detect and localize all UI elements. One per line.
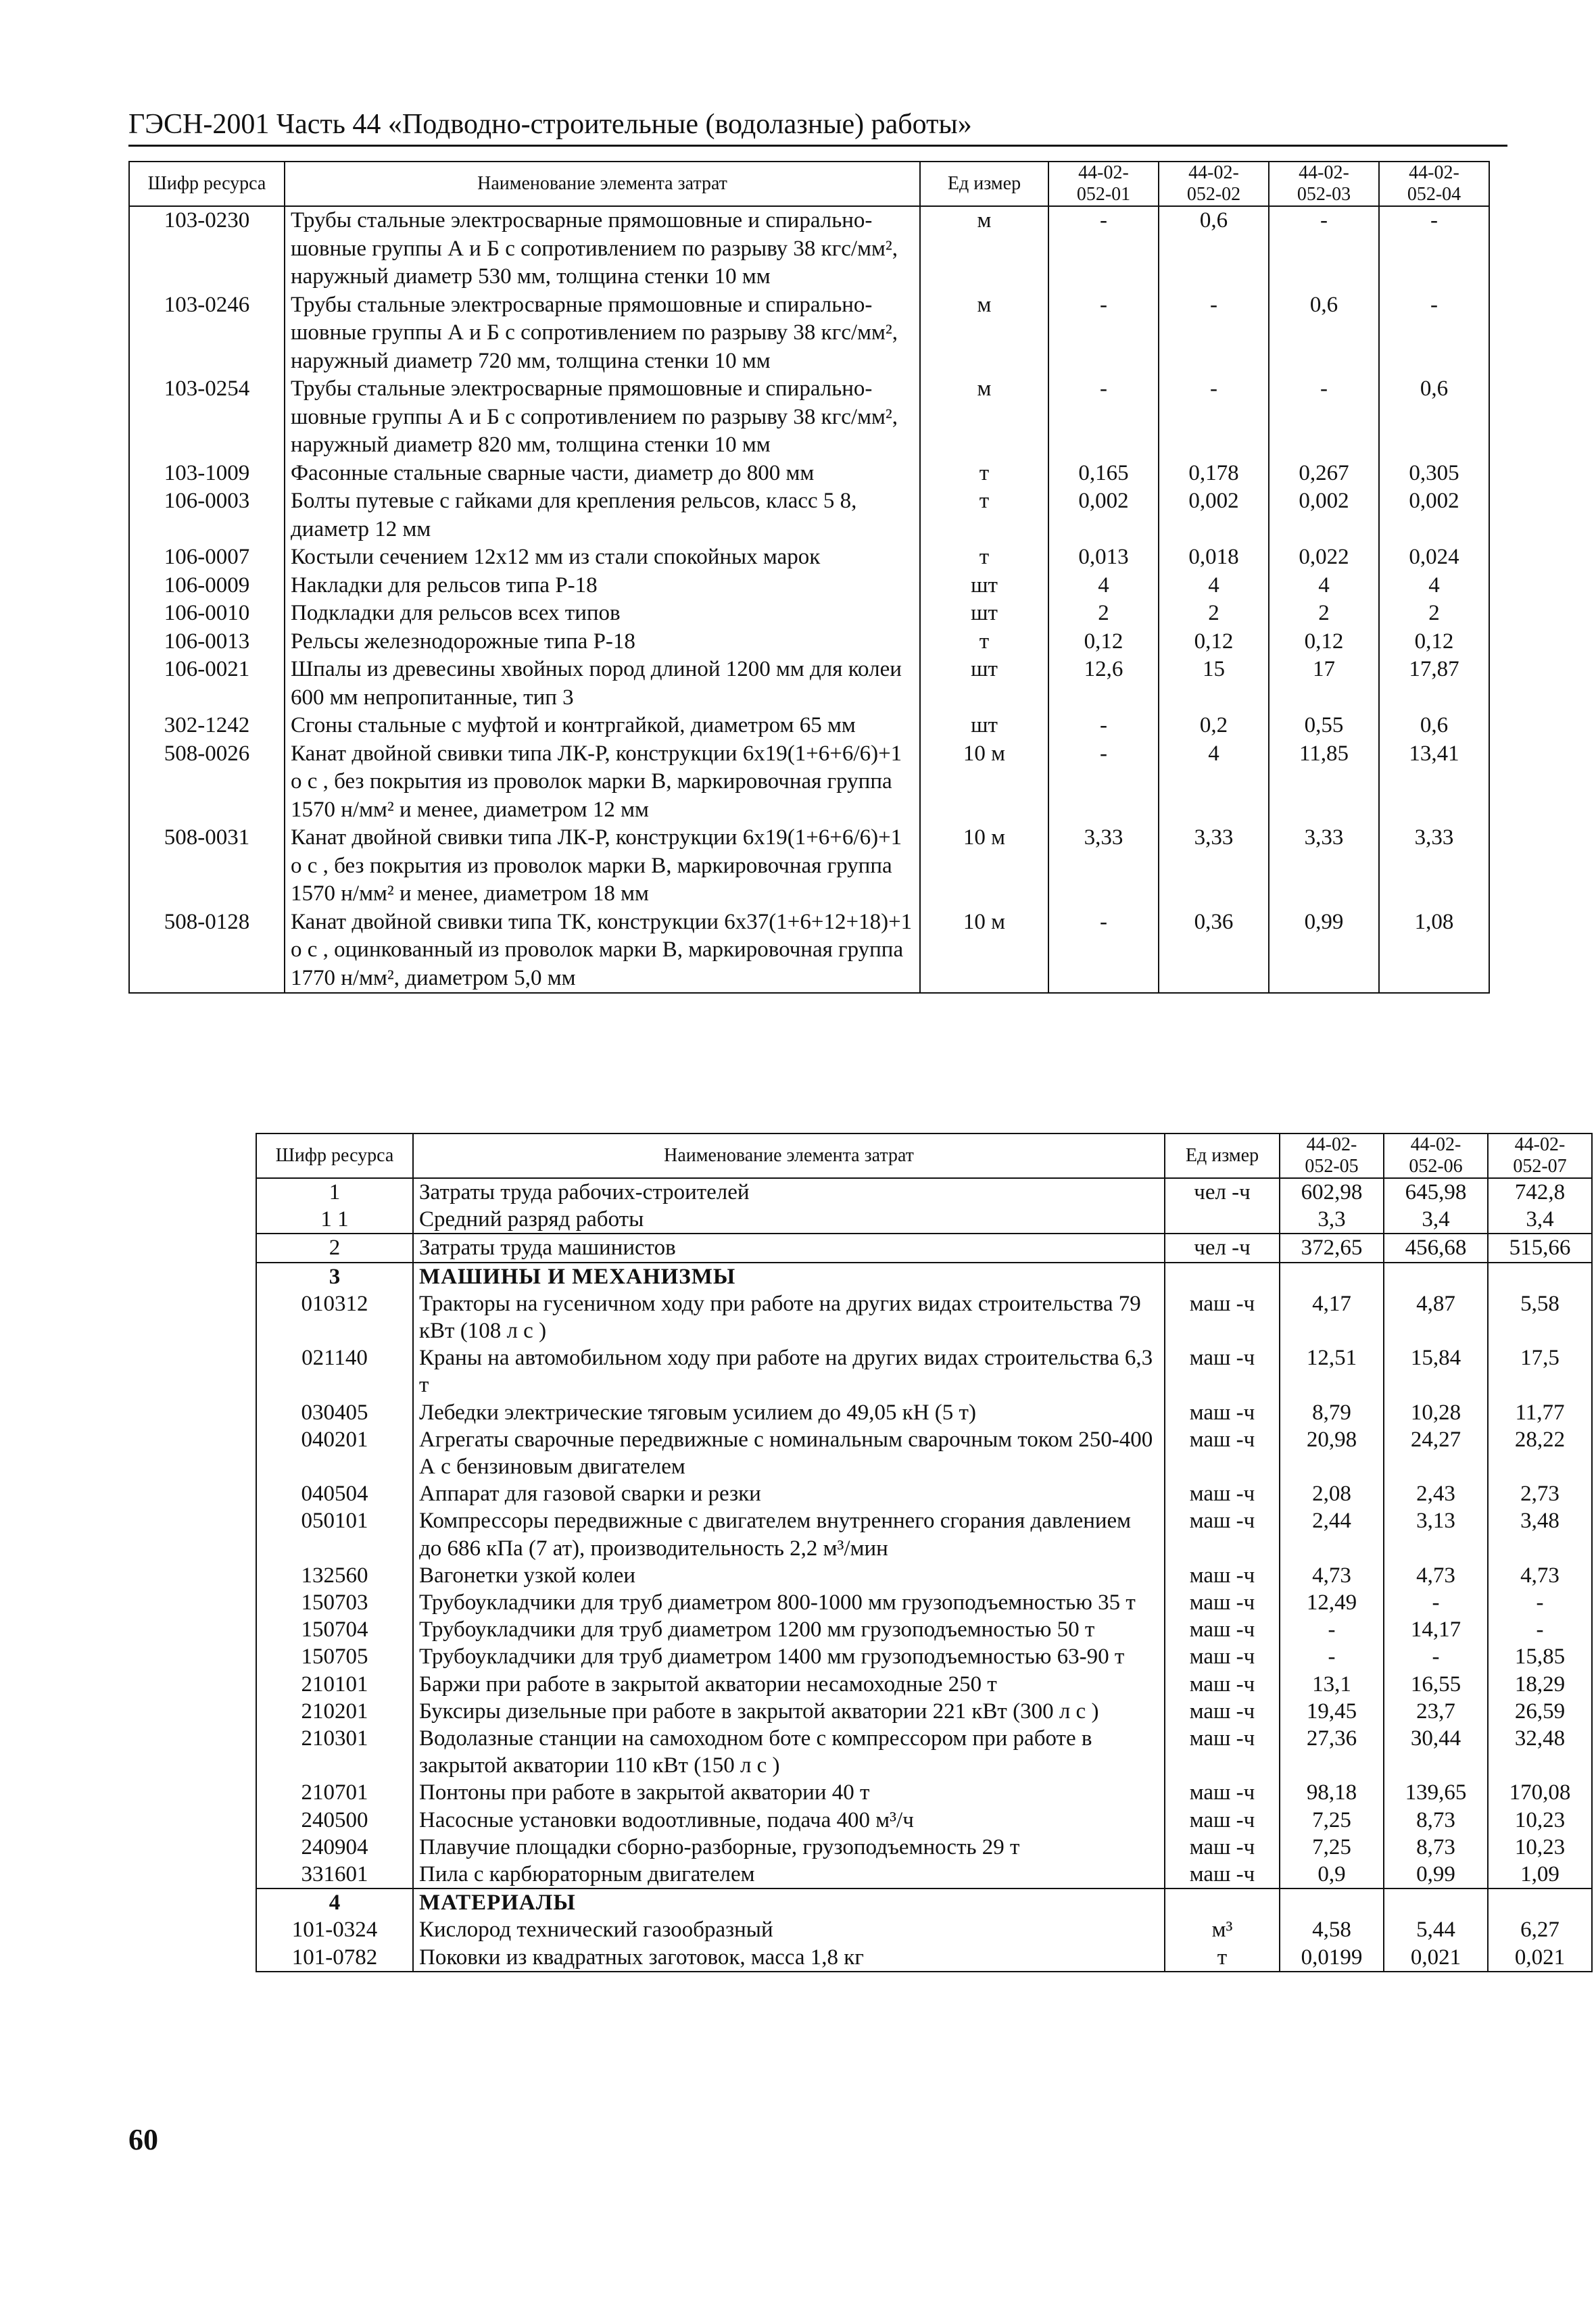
unit-cell: т [1165,1944,1280,1972]
value-cell: 1,09 [1488,1861,1592,1888]
value-cell: 12,49 [1280,1589,1384,1616]
value-cell: 17,87 [1379,656,1489,712]
unit-cell: м [920,375,1048,460]
resource-name-cell: Компрессоры передвижные с двигателем внутреннего сгорания давлением до 686 кПа (7 ат), производительность 2,2 м³/мин [413,1507,1165,1561]
table-row [256,1562,1592,1589]
value-cell: 0,178 [1159,460,1269,488]
value-cell: 0,99 [1384,1861,1488,1888]
unit-cell: чел -ч [1165,1234,1280,1262]
unit-cell: т [920,460,1048,488]
column-header: 44-02- 052-03 [1269,162,1379,206]
resource-code-cell: 150703 [256,1589,413,1616]
resource-code-cell: 103-0246 [129,291,285,376]
value-cell: 0,12 [1379,628,1489,656]
value-cell: 4 [1159,740,1269,825]
unit-cell: маш -ч [1165,1589,1280,1616]
resource-code-cell: 2 [256,1234,413,1262]
value-cell: 8,73 [1384,1834,1488,1861]
resource-code-cell: 106-0007 [129,543,285,572]
table-row [256,1643,1592,1670]
unit-cell: т [920,628,1048,656]
value-cell: 2,44 [1280,1507,1384,1561]
column-header: Ед измер [1165,1134,1280,1178]
value-cell: 27,36 [1280,1725,1384,1779]
resource-name-cell: Кислород технический газообразный [413,1916,1165,1943]
unit-cell: 10 м [920,908,1048,994]
value-cell: 8,79 [1280,1399,1384,1426]
value-cell: - [1280,1616,1384,1643]
unit-cell: чел -ч [1165,1178,1280,1206]
resource-name-cell: Трубоукладчики для труб диаметром 1400 мм грузоподъемностью 63-90 т [413,1643,1165,1670]
table-row [256,1725,1592,1779]
resources-table-2 [256,1133,1593,1972]
resource-name-cell: Затраты труда рабочих-строителей [413,1178,1165,1206]
value-cell: - [1048,206,1159,291]
column-header: 44-02- 052-06 [1384,1134,1488,1178]
resource-code-cell: 150704 [256,1616,413,1643]
value-cell: 515,66 [1488,1234,1592,1262]
value-cell: 12,51 [1280,1344,1384,1398]
table-row [129,712,1489,740]
resource-code-cell: 302-1242 [129,712,285,740]
value-cell: 13,1 [1280,1671,1384,1698]
value-cell: 170,08 [1488,1779,1592,1806]
unit-cell: т [920,543,1048,572]
table-row [256,1426,1592,1480]
table-row [129,600,1489,628]
unit-cell: маш -ч [1165,1861,1280,1888]
value-cell: 0,002 [1048,487,1159,543]
value-cell: - [1048,908,1159,994]
resource-code-cell: 4 [256,1888,413,1916]
unit-cell: т [920,487,1048,543]
value-cell: 10,28 [1384,1399,1488,1426]
column-header: 44-02- 052-01 [1048,162,1159,206]
unit-cell: маш -ч [1165,1290,1280,1344]
value-cell: 139,65 [1384,1779,1488,1806]
value-cell [1488,1888,1592,1916]
value-cell: 0,0199 [1280,1944,1384,1972]
resource-code-cell: 050101 [256,1507,413,1561]
resource-name-cell: Канат двойной свивки типа ТК, конструкции 6х37(1+6+12+18)+1 о с , оцинкованный из проволок марки В, маркировочная группа 1770 н/мм², диаметром 5,0 мм [285,908,920,994]
value-cell: 4,73 [1384,1562,1488,1589]
value-cell: 15 [1159,656,1269,712]
resource-name-cell: Тракторы на гусеничном ходу при работе на других видах строительства 79 кВт (108 л с ) [413,1290,1165,1344]
unit-cell: 10 м [920,824,1048,908]
value-cell: 0,002 [1269,487,1379,543]
value-cell: 3,13 [1384,1507,1488,1561]
table-row [256,1480,1592,1507]
value-cell: 2,43 [1384,1480,1488,1507]
value-cell: 23,7 [1384,1698,1488,1725]
table-row [256,1399,1592,1426]
value-cell: 2,08 [1280,1480,1384,1507]
resource-name-cell: Трубы стальные электросварные прямошовные и спирально-шовные группы А и Б с сопротивлением по разрыву 38 кгс/мм², наружный диаметр 530 мм, толщина стенки 10 мм [285,206,920,291]
table-row [129,543,1489,572]
value-cell: 3,33 [1159,824,1269,908]
value-cell: 4,58 [1280,1916,1384,1943]
resource-name-cell: Лебедки электрические тяговым усилием до 49,05 кН (5 т) [413,1399,1165,1426]
value-cell: 0,9 [1280,1861,1384,1888]
value-cell: 0,12 [1048,628,1159,656]
column-header: Наименование элемента затрат [413,1134,1165,1178]
table-row [256,1779,1592,1806]
resource-code-cell: 3 [256,1263,413,1290]
column-header: Шифр ресурса [256,1134,413,1178]
resource-code-cell: 103-1009 [129,460,285,488]
value-cell: 0,55 [1269,712,1379,740]
resource-name-cell: Понтоны при работе в закрытой акватории 40 т [413,1779,1165,1806]
resource-name-cell: Трубоукладчики для труб диаметром 800-1000 мм грузоподъемностью 35 т [413,1589,1165,1616]
resources-table-1 [128,161,1490,994]
resource-code-cell: 240500 [256,1807,413,1834]
value-cell: 3,48 [1488,1507,1592,1561]
resource-code-cell: 210201 [256,1698,413,1725]
value-cell: 4,73 [1488,1562,1592,1589]
value-cell: 30,44 [1384,1725,1488,1779]
unit-cell: маш -ч [1165,1480,1280,1507]
value-cell: 17 [1269,656,1379,712]
table-header-row [256,1134,1592,1178]
unit-cell: маш -ч [1165,1562,1280,1589]
value-cell: - [1269,375,1379,460]
unit-cell: маш -ч [1165,1616,1280,1643]
resource-name-cell: Плавучие площадки сборно-разборные, грузоподъемность 29 т [413,1834,1165,1861]
value-cell: 0,022 [1269,543,1379,572]
value-cell: 19,45 [1280,1698,1384,1725]
table-row [256,1507,1592,1561]
value-cell: 5,58 [1488,1290,1592,1344]
table-row [129,908,1489,994]
value-cell: 0,36 [1159,908,1269,994]
value-cell: 4 [1048,572,1159,600]
value-cell: 0,002 [1379,487,1489,543]
resource-code-cell: 508-0031 [129,824,285,908]
value-cell: - [1280,1643,1384,1670]
value-cell: 3,33 [1269,824,1379,908]
value-cell: 3,4 [1488,1206,1592,1234]
resource-name-cell: Водолазные станции на самоходном боте с компрессором при работе в закрытой акватории 110 кВт (150 л с ) [413,1725,1165,1779]
resource-name-cell: Пила с карбюраторным двигателем [413,1861,1165,1888]
table-row [129,656,1489,712]
page-number: 60 [128,2123,158,2156]
value-cell [1384,1888,1488,1916]
unit-cell: маш -ч [1165,1807,1280,1834]
value-cell: 20,98 [1280,1426,1384,1480]
resource-code-cell: 030405 [256,1399,413,1426]
resource-code-cell: 040201 [256,1426,413,1480]
resource-name-cell: Канат двойной свивки типа ЛК-Р, конструкции 6х19(1+6+6/6)+1 о с , без покрытия из проволок марки В, маркировочная группа 1570 н/мм² и менее, диаметром 18 мм [285,824,920,908]
table-row [129,628,1489,656]
value-cell: 2 [1048,600,1159,628]
resource-code-cell: 010312 [256,1290,413,1344]
table-row [256,1807,1592,1834]
column-header: 44-02- 052-07 [1488,1134,1592,1178]
value-cell: - [1159,375,1269,460]
value-cell: - [1048,291,1159,376]
value-cell: 2 [1159,600,1269,628]
value-cell: 4 [1269,572,1379,600]
value-cell: 6,27 [1488,1916,1592,1943]
resource-name-cell: Затраты труда машинистов [413,1234,1165,1262]
resource-code-cell: 1 [256,1178,413,1206]
resource-name-cell: Болты путевые с гайками для крепления рельсов, класс 5 8, диаметр 12 мм [285,487,920,543]
table-row [256,1234,1592,1262]
unit-cell: шт [920,600,1048,628]
table-row [256,1834,1592,1861]
value-cell: 0,99 [1269,908,1379,994]
value-cell: 0,12 [1269,628,1379,656]
resource-name-cell: МАТЕРИАЛЫ [413,1888,1165,1916]
resource-name-cell: Аппарат для газовой сварки и резки [413,1480,1165,1507]
value-cell: 0,267 [1269,460,1379,488]
value-cell: 3,4 [1384,1206,1488,1234]
column-header: 44-02- 052-02 [1159,162,1269,206]
resource-code-cell: 132560 [256,1562,413,1589]
unit-cell: м³ [1165,1916,1280,1943]
resource-name-cell: Насосные установки водоотливные, подача 400 м³/ч [413,1807,1165,1834]
value-cell: - [1379,206,1489,291]
value-cell: 3,33 [1379,824,1489,908]
value-cell: - [1159,291,1269,376]
resource-name-cell: Трубы стальные электросварные прямошовные и спирально-шовные группы А и Б с сопротивлением по разрыву 38 кгс/мм², наружный диаметр 820 мм, толщина стенки 10 мм [285,375,920,460]
table-row [129,740,1489,825]
value-cell: 5,44 [1384,1916,1488,1943]
value-cell: 0,024 [1379,543,1489,572]
table-row [256,1589,1592,1616]
value-cell: - [1488,1589,1592,1616]
unit-cell: м [920,206,1048,291]
column-header: 44-02- 052-05 [1280,1134,1384,1178]
table-row [256,1698,1592,1725]
value-cell: 3,3 [1280,1206,1384,1234]
value-cell: 8,73 [1384,1807,1488,1834]
value-cell: 456,68 [1384,1234,1488,1262]
table-row [129,206,1489,291]
value-cell: 602,98 [1280,1178,1384,1206]
value-cell: 4,87 [1384,1290,1488,1344]
unit-cell [1165,1206,1280,1234]
value-cell: 24,27 [1384,1426,1488,1480]
value-cell: 0,6 [1379,375,1489,460]
resource-code-cell: 103-0254 [129,375,285,460]
unit-cell: маш -ч [1165,1779,1280,1806]
resource-name-cell: Поковки из квадратных заготовок, масса 1,8 кг [413,1944,1165,1972]
unit-cell: маш -ч [1165,1671,1280,1698]
unit-cell: маш -ч [1165,1399,1280,1426]
resource-code-cell: 106-0013 [129,628,285,656]
value-cell: 0,305 [1379,460,1489,488]
value-cell: 0,165 [1048,460,1159,488]
unit-cell: маш -ч [1165,1725,1280,1779]
page-header: ГЭСН-2001 Часть 44 «Подводно-строительные (водолазные) работы» [128,108,1507,147]
resource-name-cell: Вагонетки узкой колеи [413,1562,1165,1589]
value-cell: 28,22 [1488,1426,1592,1480]
resource-code-cell: 106-0003 [129,487,285,543]
resource-code-cell: 240904 [256,1834,413,1861]
resource-code-cell: 1 1 [256,1206,413,1234]
resource-code-cell: 101-0324 [256,1916,413,1943]
value-cell [1488,1263,1592,1290]
value-cell: 4,73 [1280,1562,1384,1589]
value-cell: 15,84 [1384,1344,1488,1398]
resource-code-cell: 106-0021 [129,656,285,712]
value-cell: 0,018 [1159,543,1269,572]
table-row [256,1344,1592,1398]
value-cell: 11,77 [1488,1399,1592,1426]
table-row [256,1178,1592,1206]
value-cell: 13,41 [1379,740,1489,825]
value-cell: 10,23 [1488,1834,1592,1861]
resource-name-cell: Буксиры дизельные при работе в закрытой акватории 221 кВт (300 л с ) [413,1698,1165,1725]
unit-cell: шт [920,712,1048,740]
value-cell: 3,33 [1048,824,1159,908]
value-cell: - [1384,1589,1488,1616]
value-cell: 32,48 [1488,1725,1592,1779]
value-cell: 11,85 [1269,740,1379,825]
value-cell: - [1384,1643,1488,1670]
value-cell: 0,021 [1488,1944,1592,1972]
value-cell: 742,8 [1488,1178,1592,1206]
resource-name-cell: Канат двойной свивки типа ЛК-Р, конструкции 6х19(1+6+6/6)+1 о с , без покрытия из проволок марки В, маркировочная группа 1570 н/мм² и менее, диаметром 12 мм [285,740,920,825]
resource-name-cell: Фасонные стальные сварные части, диаметр до 800 мм [285,460,920,488]
resource-name-cell: Трубоукладчики для труб диаметром 1200 мм грузоподъемностью 50 т [413,1616,1165,1643]
unit-cell: маш -ч [1165,1507,1280,1561]
table-row [256,1944,1592,1972]
column-header: 44-02- 052-04 [1379,162,1489,206]
value-cell: 372,65 [1280,1234,1384,1262]
value-cell: 7,25 [1280,1834,1384,1861]
resource-name-cell: Накладки для рельсов типа Р-18 [285,572,920,600]
table-row [129,375,1489,460]
resource-name-cell: Шпалы из древесины хвойных пород длиной 1200 мм для колеи 600 мм непропитанные, тип 3 [285,656,920,712]
resource-code-cell: 508-0026 [129,740,285,825]
resource-code-cell: 106-0010 [129,600,285,628]
value-cell: 17,5 [1488,1344,1592,1398]
table-row [256,1916,1592,1943]
column-header: Наименование элемента затрат [285,162,920,206]
value-cell: 15,85 [1488,1643,1592,1670]
value-cell: 16,55 [1384,1671,1488,1698]
value-cell: 98,18 [1280,1779,1384,1806]
value-cell: 645,98 [1384,1178,1488,1206]
unit-cell [1165,1888,1280,1916]
resource-code-cell: 150705 [256,1643,413,1670]
value-cell: 0,6 [1379,712,1489,740]
table-row [129,572,1489,600]
section-row [256,1263,1592,1290]
resource-code-cell: 040504 [256,1480,413,1507]
unit-cell: маш -ч [1165,1698,1280,1725]
value-cell: 2 [1269,600,1379,628]
table-header-row [129,162,1489,206]
table-row [256,1290,1592,1344]
unit-cell [1165,1263,1280,1290]
resource-code-cell: 210301 [256,1725,413,1779]
resource-name-cell: Трубы стальные электросварные прямошовные и спирально-шовные группы А и Б с сопротивлением по разрыву 38 кгс/мм², наружный диаметр 720 мм, толщина стенки 10 мм [285,291,920,376]
table-row [129,824,1489,908]
table-row [256,1671,1592,1698]
table-row [129,487,1489,543]
value-cell: 26,59 [1488,1698,1592,1725]
value-cell [1280,1888,1384,1916]
resource-code-cell: 331601 [256,1861,413,1888]
value-cell: - [1488,1616,1592,1643]
unit-cell: маш -ч [1165,1834,1280,1861]
unit-cell: маш -ч [1165,1344,1280,1398]
resource-name-cell: МАШИНЫ И МЕХАНИЗМЫ [413,1263,1165,1290]
column-header: Шифр ресурса [129,162,285,206]
value-cell: 2 [1379,600,1489,628]
value-cell: 7,25 [1280,1807,1384,1834]
unit-cell: 10 м [920,740,1048,825]
resource-name-cell: Баржи при работе в закрытой акватории несамоходные 250 т [413,1671,1165,1698]
unit-cell: шт [920,656,1048,712]
resource-name-cell: Агрегаты сварочные передвижные с номинальным сварочным током 250-400 А с бензиновым двигателем [413,1426,1165,1480]
value-cell: 0,013 [1048,543,1159,572]
value-cell: 0,002 [1159,487,1269,543]
value-cell: 0,6 [1269,291,1379,376]
resource-name-cell: Сгоны стальные с муфтой и контргайкой, диаметром 65 мм [285,712,920,740]
value-cell: 0,2 [1159,712,1269,740]
resource-code-cell: 021140 [256,1344,413,1398]
value-cell: 4,17 [1280,1290,1384,1344]
resource-code-cell: 101-0782 [256,1944,413,1972]
value-cell: 0,6 [1159,206,1269,291]
value-cell: 0,12 [1159,628,1269,656]
value-cell: 10,23 [1488,1807,1592,1834]
resource-name-cell: Краны на автомобильном ходу при работе на других видах строительства 6,3 т [413,1344,1165,1398]
table-row [256,1206,1592,1234]
value-cell: 18,29 [1488,1671,1592,1698]
value-cell: - [1269,206,1379,291]
unit-cell: маш -ч [1165,1426,1280,1480]
value-cell: 14,17 [1384,1616,1488,1643]
resource-name-cell: Средний разряд работы [413,1206,1165,1234]
value-cell: 4 [1379,572,1489,600]
unit-cell: шт [920,572,1048,600]
value-cell [1280,1263,1384,1290]
value-cell: - [1048,375,1159,460]
value-cell [1384,1263,1488,1290]
resource-code-cell: 103-0230 [129,206,285,291]
value-cell: 0,021 [1384,1944,1488,1972]
resource-name-cell: Рельсы железнодорожные типа Р-18 [285,628,920,656]
table-row [129,291,1489,376]
unit-cell: маш -ч [1165,1643,1280,1670]
table-row [129,460,1489,488]
column-header: Ед измер [920,162,1048,206]
unit-cell: м [920,291,1048,376]
resource-name-cell: Костыли сечением 12х12 мм из стали спокойных марок [285,543,920,572]
value-cell: - [1379,291,1489,376]
value-cell: - [1048,712,1159,740]
resource-code-cell: 106-0009 [129,572,285,600]
value-cell: 4 [1159,572,1269,600]
resource-code-cell: 210701 [256,1779,413,1806]
table-row [256,1861,1592,1888]
resource-code-cell: 210101 [256,1671,413,1698]
section-row [256,1888,1592,1916]
value-cell: 2,73 [1488,1480,1592,1507]
resource-code-cell: 508-0128 [129,908,285,994]
value-cell: 1,08 [1379,908,1489,994]
table-row [256,1616,1592,1643]
resource-name-cell: Подкладки для рельсов всех типов [285,600,920,628]
value-cell: 12,6 [1048,656,1159,712]
value-cell: - [1048,740,1159,825]
